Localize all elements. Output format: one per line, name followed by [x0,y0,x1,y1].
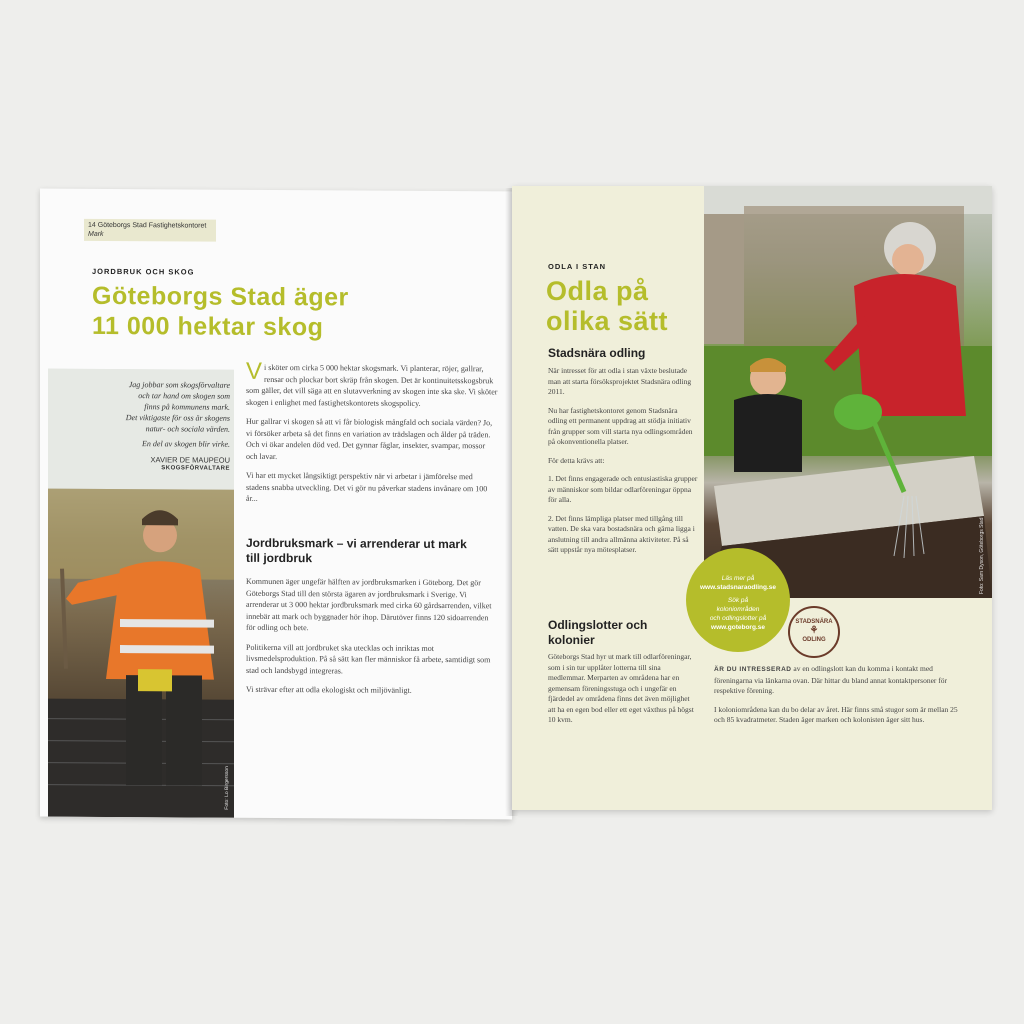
badge-text: Sök på [727,597,749,604]
title-line: Odla på [546,276,649,306]
body-paragraph: Vi har ett mycket långsiktigt perspektiv när vi arbetar i jämförelse med stadens snabba utveckling. Det vi gör nu påverkar stadens invånare om 100 år... [246,470,488,503]
section-name: Mark [88,230,104,238]
body-paragraph: För detta krävs att: [548,455,605,465]
logo-text: STADSNÄRA [795,619,833,625]
title-line: 11 000 hektar skog [92,311,324,342]
quote-line: En del av skogen blir virke. [142,439,230,449]
quote-author: XAVIER DE MAUPEOU [150,455,230,465]
left-page [40,189,512,820]
gardening-photo [704,186,992,598]
title-line: olika sätt [546,306,669,336]
list-item: 1. Det finns engagerade och entusiastiska grupper av människor som bildar odlarföreningar öppna för alla. [548,474,698,504]
page-header [84,219,216,242]
badge-line [694,574,782,583]
right-body-text-2 [548,652,698,734]
paragraph-lead: ÄR DU INTRESSERAD [714,666,792,673]
photo-credit: Foto: Sam Dyson, Göteborgs Stad [979,517,985,594]
body-paragraph: Nu har fastighetskontoret genom Stadsnära odling ett permanent uppdrag att stödja initiativ från grupper som vill starta nya odlingsområden på okonventionella platser. [548,405,693,446]
forester-photo [48,369,234,818]
badge-line [694,605,782,614]
right-body-text-3 [714,664,970,734]
badge-text: koloniområden [716,606,760,613]
page-title [546,276,668,336]
quote-author-role: SKOGSFÖRVALTARE [161,465,230,472]
title-line: Göteborgs Stad äger [92,281,349,312]
left-body-text [246,357,498,514]
watering-can-icon: ⚘ [809,625,819,636]
badge-line [694,614,782,623]
quote-line: finns på kommunens mark. [144,402,230,412]
quote-line: natur- och sociala värden. [145,424,230,434]
goteborg-link[interactable]: www.goteborg.se [711,624,765,631]
section-kicker: JORDBRUK OCH SKOG [92,266,195,277]
right-page [512,186,992,810]
left-body-text-2 [246,576,498,705]
logo-text: ODLING [802,637,826,643]
stadsnara-odling-logo [788,606,840,658]
forester-quote [60,379,230,450]
intro-paragraph [246,357,498,410]
quote-line: och tar hand om skogen som [138,391,230,401]
section-kicker: ODLA I STAN [548,262,607,271]
subheading-jordbruksmark: Jordbruksmark – vi arrenderar ut mark till jordbruk [246,535,467,566]
stadsnaraodling-link[interactable]: www.stadsnaraodling.se [700,584,776,591]
quote-line: Det viktigaste för oss är skogens [125,413,230,423]
body-paragraph [714,664,970,697]
quote-line: Jag jobbar som skogsförvaltare [128,380,230,390]
right-body-text [548,366,698,564]
subheading-stadsnara-odling: Stadsnära odling [548,346,646,360]
photo-credit: Foto: Lo Birgersson [224,766,230,810]
dropcap: V [246,357,263,385]
badge-text: Läs mer på [721,575,755,582]
body-paragraph: I koloniområdena kan du bo delar av året. Här finns små stugor som är mellan 25 och 85 kvadratmeter. Staden äger marken och kolonisten äger sitt hus. [714,704,958,724]
gardening-illustration [704,186,992,598]
paragraph-text: av en odlingslott kan du komma i kontakt med föreningarna via länkarna ovan. Där hittar du bland annat kontaktpersoner för respektive förening. [714,664,948,695]
badge-text: och odlingslotter på [709,615,767,622]
publisher-name: Göteborgs Stad Fastighetskontoret [97,221,207,230]
body-paragraph: Kommunen äger ungefär hälften av jordbruksmarken i Göteborg. Det gör Göteborgs Stad till den största ägaren av jordbruksmark i Sverige. Vi arrenderar ut 3 000 hektar jordbruksmark med cirka 60 gårdsarrenden, vilket innebär att mark och byggnader hör ihop. Därutöver finns 120 sidoarrenden för odling och bete. [246,576,492,633]
body-paragraph: När intresset för att odla i stan växte beslutade man att starta försöksprojektet Stadsnära odling 2011. [548,366,692,396]
info-badge [686,548,790,652]
page-number: 14 [88,221,96,229]
body-paragraph: Vi strävar efter att odla ekologiskt och miljövänligt. [246,684,412,695]
body-paragraph: Hur gallrar vi skogen så att vi får biologisk mångfald och sociala värden? Jo, vi försöker arbeta så det finns en variation av trädslagen och ålder på träden. Och vi ökar andelen död ved. Det gynnar fåglar, insekter, svampar, mossor och lavar. [246,416,493,461]
body-paragraph: Politikerna vill att jordbruket ska utecklas och inriktas mot livsmedelsproduktion. På så sätt kan fler människor få arbete, samtidigt som stad och landsbygd integreras. [246,642,491,675]
subheading-odlingslotter: Odlingslotter och kolonier [548,618,648,647]
body-paragraph: Göteborgs Stad hyr ut mark till odlarföreningar, som i sin tur upplåter lotterna till sina medlemmar. Merparten av områdena har en gemensam föreningsstuga och i ungefär en fjärdedel av områdena finns det även möjlighet att ha en egen bod eller ett eget växthus på högst 10 kvm. [548,652,694,724]
list-item: 2. Det finns lämpliga platser med tillgång till vatten. De ska vara bostadsnära och gärna ligga i anslutning till andra allmänna aktiviteter. På så sätt uppstår nya mötesplatser. [548,513,695,554]
page-title [92,281,349,343]
paragraph-text: i sköter om cirka 5 000 hektar skogsmark. Vi planterar, röjer, gallrar, rensar och plockar bort skräp från skogen. Det är kontinuitetsskogsbruk som gäller, det vill säga att en slutavverkning av skogen inte ska ske. Vi sköter skogen i enlighet med fastighetskontorets skogspolicy. [246,362,498,408]
badge-line [694,596,782,605]
